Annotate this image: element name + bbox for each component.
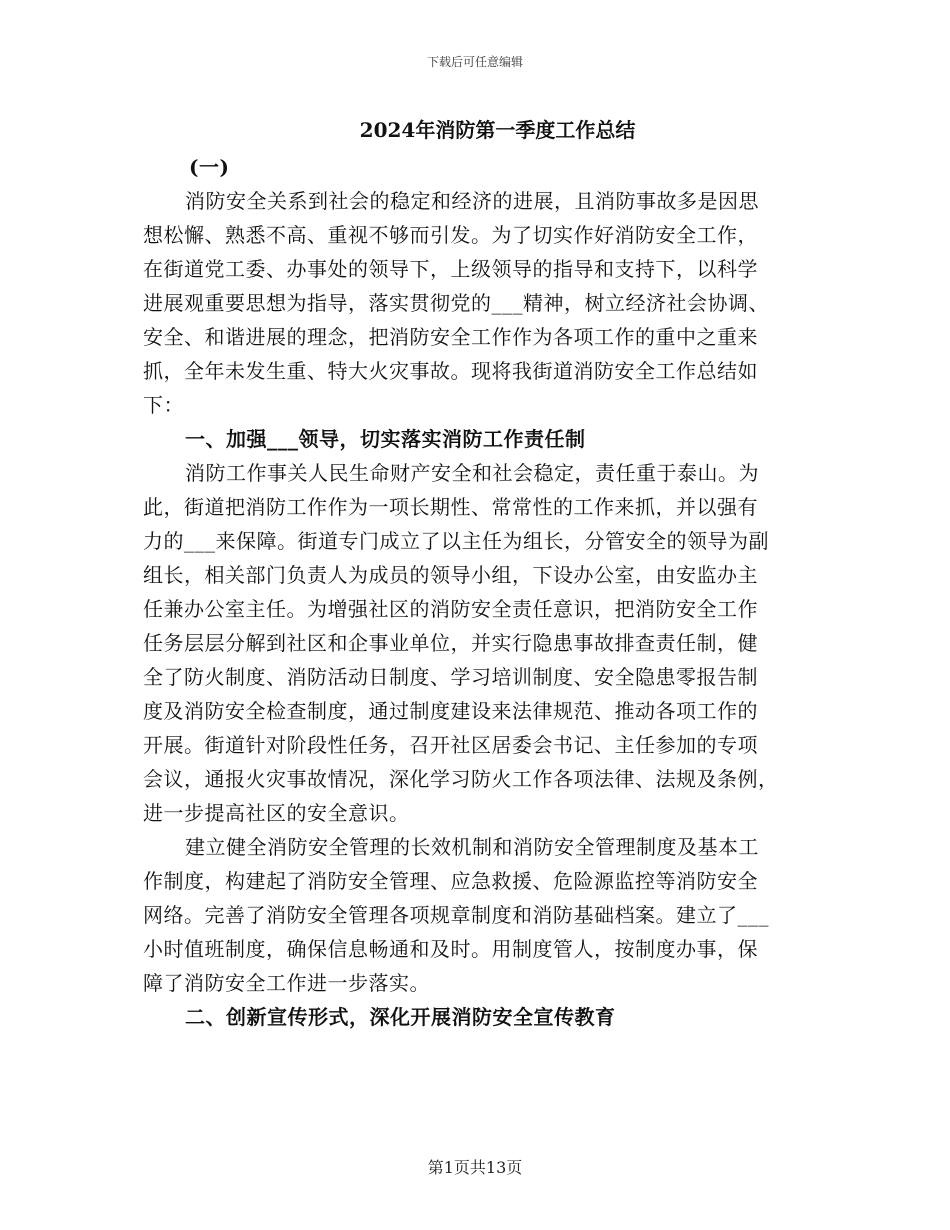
- body-text-line: 组长，相关部门负责人为成员的领导小组，下设办公室，由安监办主: [143, 563, 758, 587]
- body-text-line: 建立健全消防安全管理的长效机制和消防安全管理制度及基本工: [185, 835, 759, 859]
- body-text-line: 下：: [143, 393, 184, 417]
- body-text-line: 在街道党工委、办事处的领导下，上级领导的指导和支持下，以科学: [143, 257, 758, 281]
- body-text-line: 作制度，构建起了消防安全管理、应急救援、危险源监控等消防安全: [143, 869, 758, 893]
- body-text-line: 消防工作事关人民生命财产安全和社会稳定，责任重于泰山。为: [185, 461, 759, 485]
- page-number: 第1页共13页: [427, 1158, 523, 1177]
- section-heading-line: (一): [189, 155, 230, 179]
- body-text-line: 消防安全关系到社会的稳定和经济的进展，且消防事故多是因思: [185, 189, 759, 213]
- body-text-line: 进展观重要思想为指导，落实贯彻党的___精神，树立经济社会协调、: [143, 291, 769, 315]
- body-text-line: 全了防火制度、消防活动日制度、学习培训制度、安全隐患零报告制: [143, 665, 758, 689]
- body-text-line: 进一步提高社区的安全意识。: [143, 801, 410, 825]
- body-text-line: 会议，通报火灾事故情况，深化学习防火工作各项法律、法规及条例，: [143, 767, 779, 791]
- body-text-line: 此，街道把消防工作作为一项长期性、常常性的工作来抓，并以强有: [143, 495, 758, 519]
- page-header-note: 下载后可任意编辑: [426, 55, 523, 69]
- body-text-line: 小时值班制度，确保信息畅通和及时。用制度管人，按制度办事，保: [143, 937, 758, 961]
- body-text-line: 任兼办公室主任。为增强社区的消防安全责任意识，把消防安全工作: [143, 597, 758, 621]
- body-text-line: 度及消防安全检查制度，通过制度建设来法律规范、推动各项工作的: [143, 699, 758, 723]
- body-text-line: 网络。完善了消防安全管理各项规章制度和消防基础档案。建立了___: [143, 903, 769, 927]
- section-heading-line: 一、加强___领导，切实落实消防工作责任制: [185, 427, 586, 451]
- body-text-line: 安全、和谐进展的理念，把消防安全工作作为各项工作的重中之重来: [143, 325, 758, 349]
- body-text-line: 开展。街道针对阶段性任务，召开社区居委会书记、主任参加的专项: [143, 733, 758, 757]
- document-body: [143, 150, 808, 1034]
- body-text-line: 抓，全年未发生重、特大火灾事故。现将我街道消防安全工作总结如: [143, 359, 758, 383]
- body-text-line: 障了消防安全工作进一步落实。: [143, 971, 430, 995]
- section-heading-line: 二、创新宣传形式，深化开展消防安全宣传教育: [185, 1005, 616, 1029]
- body-text-line: 想松懈、熟悉不高、重视不够而引发。为了切实作好消防安全工作，: [143, 223, 758, 247]
- body-text-line: 力的___来保障。街道专门成立了以主任为组长，分管安全的领导为副: [143, 529, 769, 553]
- document-title: 2024年消防第一季度工作总结: [359, 118, 636, 142]
- body-text-line: 任务层层分解到社区和企事业单位，并实行隐患事故排查责任制，健: [143, 631, 758, 655]
